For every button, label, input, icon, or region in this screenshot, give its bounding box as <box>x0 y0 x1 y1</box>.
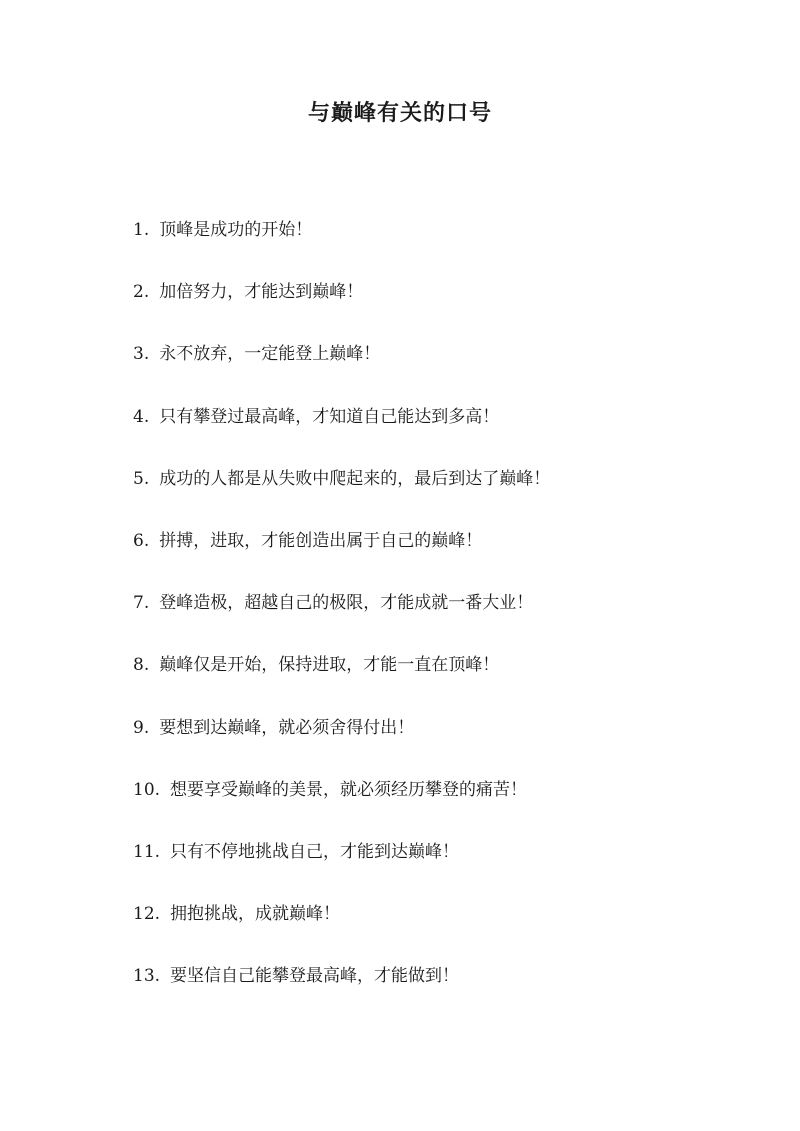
item-text: 要想到达巅峰，就必须舍得付出！ <box>159 717 415 738</box>
item-text: 想要享受巅峰的美景，就必须经历攀登的痛苦！ <box>170 779 528 800</box>
slogan-list <box>133 216 753 1024</box>
list-item <box>133 527 753 589</box>
list-item <box>133 278 753 340</box>
item-number: 4. <box>133 406 150 427</box>
item-text: 巅峰仅是开始，保持进取，才能一直在顶峰！ <box>159 655 500 676</box>
item-number: 5. <box>133 468 150 489</box>
list-item <box>133 900 753 962</box>
item-number: 13. <box>133 966 161 987</box>
item-text: 要坚信自己能攀登最高峰，才能做到！ <box>170 966 460 987</box>
item-number: 11. <box>133 841 161 862</box>
list-item <box>133 651 753 713</box>
list-item <box>133 340 753 402</box>
list-item <box>133 776 753 838</box>
item-number: 2. <box>133 282 150 303</box>
item-text: 拥抱挑战，成就巅峰！ <box>170 904 341 925</box>
item-number: 8. <box>133 655 150 676</box>
item-text: 只有攀登过最高峰，才知道自己能达到多高！ <box>159 406 500 427</box>
item-number: 12. <box>133 904 161 925</box>
list-item <box>133 962 753 1024</box>
list-item <box>133 216 753 278</box>
item-number: 6. <box>133 530 150 551</box>
list-item <box>133 714 753 776</box>
item-number: 9. <box>133 717 150 738</box>
item-number: 1. <box>133 220 150 240</box>
item-number: 10. <box>133 779 161 800</box>
item-text: 加倍努力，才能达到巅峰！ <box>159 282 364 303</box>
item-number: 3. <box>133 344 150 365</box>
item-text: 顶峰是成功的开始！ <box>159 220 313 240</box>
list-item <box>133 465 753 527</box>
item-text: 登峰造极，超越自己的极限，才能成就一番大业！ <box>159 593 534 614</box>
item-text: 只有不停地挑战自己，才能到达巅峰！ <box>170 841 460 862</box>
item-text: 成功的人都是从失败中爬起来的，最后到达了巅峰！ <box>159 468 551 489</box>
list-item <box>133 403 753 465</box>
item-text: 永不放弃，一定能登上巅峰！ <box>159 344 381 365</box>
document-title: 与巅峰有关的口号 <box>307 100 492 126</box>
item-text: 拼搏，进取，才能创造出属于自己的巅峰！ <box>159 530 483 551</box>
list-item <box>133 589 753 651</box>
list-item <box>133 838 753 900</box>
item-number: 7. <box>133 593 150 614</box>
